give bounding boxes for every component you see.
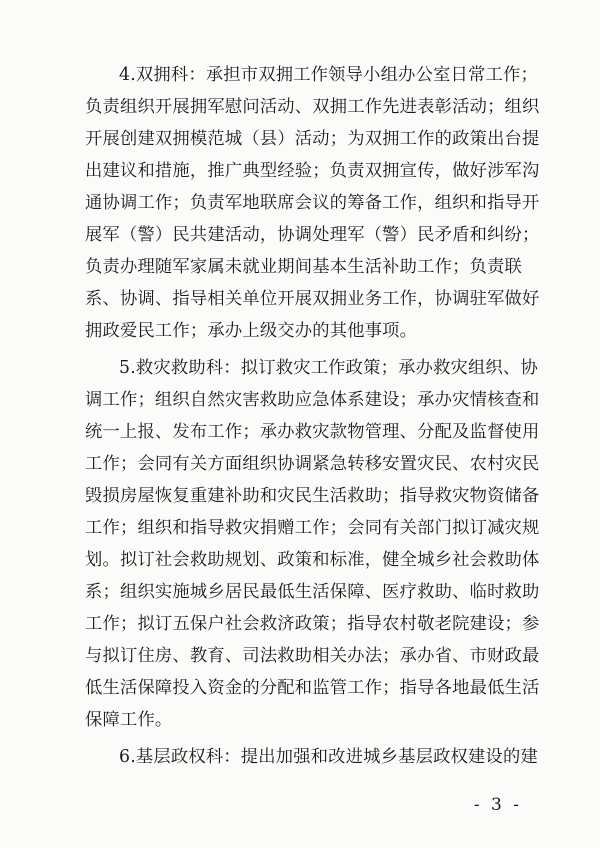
text-line: 系；组织实施城乡居民最低生活保障、医疗救助、临时救助 <box>85 582 540 602</box>
text-line: 工作；会同有关方面组织协调紧急转移安置灾民、农村灾民 <box>85 454 540 474</box>
text-line: 划。拟订社会救助规划、政策和标准，健全城乡社会救助体 <box>85 550 540 570</box>
text-line: 出建议和措施，推广典型经验；负责双拥宣传，做好涉军沟 <box>85 161 540 181</box>
text-line: 开展创建双拥模范城（县）活动；为双拥工作的政策出台提 <box>85 129 540 149</box>
text-line: 负责办理随军家属未就业期间基本生活补助工作；负责联 <box>85 257 523 277</box>
text-line: 毁损房屋恢复重建补助和灾民生活救助；指导救灾物资储备 <box>85 486 540 506</box>
text-line: 拥政爱民工作；承办上级交办的其他事项。 <box>85 321 418 341</box>
text-line: 工作；拟订五保户社会救济政策；指导农村敬老院建设；参 <box>85 614 540 634</box>
text-line: 工作；组织和指导救灾捐赠工作；会同有关部门拟订减灾规 <box>85 518 540 538</box>
page-number: - 3 - <box>473 795 522 815</box>
text-line: 负责组织开展拥军慰问活动、双拥工作先进表彰活动；组织 <box>85 97 540 117</box>
text-line: 通协调工作；负责军地联席会议的筹备工作，组织和指导开 <box>85 193 540 213</box>
text-line: 低生活保障投入资金的分配和监管工作；指导各地最低生活 <box>85 678 540 698</box>
text-line: 与拟订住房、教育、司法救助相关办法；承办省、市财政最 <box>85 646 540 666</box>
text-line: 5.救灾救助科：拟订救灾工作政策；承办救灾组织、协 <box>119 358 538 378</box>
text-line: 调工作；组织自然灾害救助应急体系建设；承办灾情核查和 <box>85 390 540 410</box>
text-line: 统一上报、发布工作；承办救灾款物管理、分配及监督使用 <box>85 422 540 442</box>
text-line: 6.基层政权科：提出加强和改进城乡基层政权建设的建 <box>119 747 538 767</box>
text-line: 展军（警）民共建活动，协调处理军（警）民矛盾和纠纷； <box>85 225 540 245</box>
text-line: 4.双拥科：承担市双拥工作领导小组办公室日常工作； <box>119 65 538 85</box>
text-line: 系、协调、指导相关单位开展双拥业务工作，协调驻军做好 <box>85 289 540 309</box>
text-line: 保障工作。 <box>85 710 173 730</box>
